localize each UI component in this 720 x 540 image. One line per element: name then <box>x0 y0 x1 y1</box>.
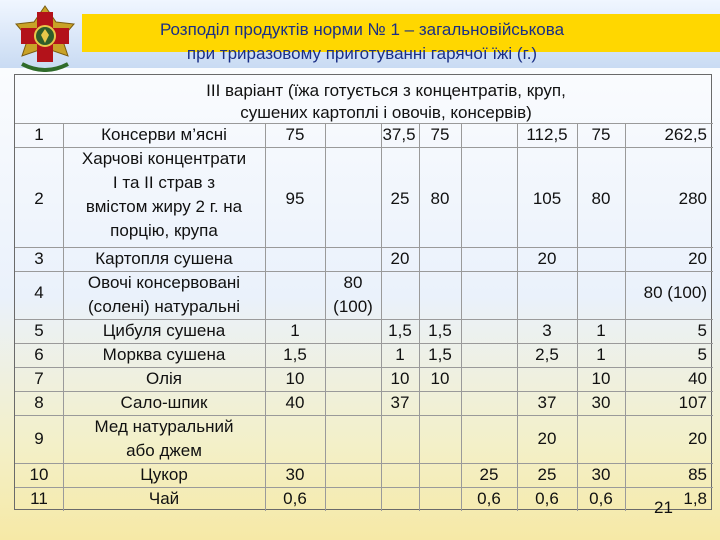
table-row-divider <box>15 319 713 320</box>
quantity-cell-c1: 1 <box>290 321 300 340</box>
product-name: Консерви м’ясні <box>101 125 227 144</box>
product-name: Олія <box>146 369 182 388</box>
quantity-cell-c3: 20 <box>390 249 410 268</box>
table-column-divider <box>419 123 420 511</box>
quantity-cell-c3: 37 <box>390 393 410 412</box>
product-name: I та II страв з <box>112 173 216 192</box>
product-name: Чай <box>148 489 180 508</box>
variant-heading-line1: III варіант (їжа готується з концентратів, круп, <box>206 81 566 100</box>
quantity-cell-c5: 25 <box>479 465 499 484</box>
product-name: вмістом жиру 2 г. на <box>85 197 243 216</box>
total-cell: 5 <box>697 321 707 340</box>
quantity-cell-c1: 40 <box>285 393 305 412</box>
table-row-divider <box>15 463 713 464</box>
product-name: Цукор <box>140 465 188 484</box>
product-name: або джем <box>126 441 202 460</box>
product-name: порцію, крупа <box>110 221 218 240</box>
products-table <box>14 74 712 510</box>
total-cell: 20 <box>688 429 707 448</box>
table-row-divider <box>15 343 713 344</box>
row-number: 9 <box>34 429 44 448</box>
quantity-cell-c7: 30 <box>591 393 611 412</box>
row-number: 1 <box>34 125 44 144</box>
quantity-cell-c4: 80 <box>430 189 450 208</box>
quantity-cell-c7: 1 <box>596 345 606 364</box>
quantity-cell-c7: 0,6 <box>589 489 613 508</box>
table-column-divider <box>265 123 266 511</box>
quantity-cell-c2: (100) <box>333 297 373 316</box>
quantity-cell-c6: 3 <box>542 321 552 340</box>
quantity-cell-c6: 2,5 <box>535 345 559 364</box>
row-number: 7 <box>34 369 44 388</box>
table-row-divider <box>15 123 713 124</box>
quantity-cell-c1: 75 <box>285 125 305 144</box>
product-name: Картопля сушена <box>95 249 233 268</box>
row-number: 10 <box>29 465 49 484</box>
quantity-cell-c1: 30 <box>285 465 305 484</box>
row-number: 11 <box>30 489 48 508</box>
table-column-divider <box>517 123 518 511</box>
table-row-divider <box>15 147 713 148</box>
row-number: 6 <box>34 345 44 364</box>
product-name: Сало-шпик <box>120 393 208 412</box>
quantity-cell-c1: 1,5 <box>283 345 307 364</box>
table-row-divider <box>15 247 713 248</box>
total-cell: 262,5 <box>664 125 707 144</box>
quantity-cell-c6: 0,6 <box>535 489 559 508</box>
quantity-cell-c6: 20 <box>537 429 557 448</box>
table-row-divider <box>15 487 713 488</box>
quantity-cell-c1: 95 <box>285 189 305 208</box>
slide-title-line1: Розподіл продуктів норми № 1 – загальновійськова <box>159 20 565 39</box>
product-name: Морква сушена <box>102 345 226 364</box>
quantity-cell-c3: 1 <box>395 345 405 364</box>
product-name: Цибуля сушена <box>102 321 226 340</box>
total-cell: 20 <box>688 249 707 268</box>
product-name: Мед натуральний <box>94 417 234 436</box>
quantity-cell-c6: 112,5 <box>526 125 568 144</box>
row-number: 2 <box>34 189 44 208</box>
table-row-divider <box>15 271 713 272</box>
table-column-divider <box>381 123 382 511</box>
slide-title-line2: при триразовому приготуванні гарячої їжі (г.) <box>186 44 538 63</box>
variant-heading-line2: сушених картоплі і овочів, консервів) <box>240 103 532 122</box>
quantity-cell-c1: 10 <box>285 369 305 388</box>
quantity-cell-c6: 105 <box>532 189 562 208</box>
quantity-cell-c4: 10 <box>430 369 450 388</box>
total-cell: 85 <box>688 465 707 484</box>
quantity-cell-c3: 37,5 <box>382 125 416 144</box>
row-number: 4 <box>34 283 44 302</box>
quantity-cell-c6: 25 <box>537 465 557 484</box>
table-column-divider <box>577 123 578 511</box>
product-name: Овочі консервовані <box>87 273 241 292</box>
quantity-cell-c7: 75 <box>591 125 611 144</box>
quantity-cell-c6: 20 <box>537 249 557 268</box>
total-cell: 40 <box>688 369 707 388</box>
table-column-divider <box>461 123 462 511</box>
quantity-cell-c7: 30 <box>591 465 611 484</box>
table-row-divider <box>15 367 713 368</box>
row-number: 5 <box>34 321 44 340</box>
total-cell: 280 <box>678 189 707 208</box>
quantity-cell-c3: 1,5 <box>388 321 412 340</box>
quantity-cell-c4: 1,5 <box>428 321 452 340</box>
quantity-cell-c1: 0,6 <box>283 489 307 508</box>
total-cell: 107 <box>678 393 707 412</box>
quantity-cell-c3: 25 <box>390 189 410 208</box>
row-number: 8 <box>34 393 44 412</box>
total-cell: 5 <box>697 345 707 364</box>
quantity-cell-c4: 75 <box>430 125 450 144</box>
quantity-cell-c6: 37 <box>537 393 557 412</box>
quantity-cell-c4: 1,5 <box>428 345 452 364</box>
quantity-cell-c7: 10 <box>591 369 611 388</box>
table-column-divider <box>63 123 64 511</box>
product-name: (солені) натуральні <box>88 297 240 316</box>
quantity-cell-c5: 0,6 <box>477 489 501 508</box>
table-column-divider <box>325 123 326 511</box>
quantity-cell-c2: 80 <box>343 273 363 292</box>
quantity-cell-c3: 10 <box>390 369 410 388</box>
table-row-divider <box>15 415 713 416</box>
table-row-divider <box>15 391 713 392</box>
military-cross-emblem-icon <box>12 4 78 72</box>
total-cell: 80 (100) <box>643 283 707 302</box>
page-number: 21 <box>654 498 673 517</box>
quantity-cell-c7: 80 <box>591 189 611 208</box>
total-cell: 1,8 <box>683 489 707 508</box>
table-column-divider <box>625 123 626 511</box>
product-name: Харчові концентрати <box>81 149 247 168</box>
quantity-cell-c7: 1 <box>596 321 606 340</box>
row-number: 3 <box>34 249 44 268</box>
